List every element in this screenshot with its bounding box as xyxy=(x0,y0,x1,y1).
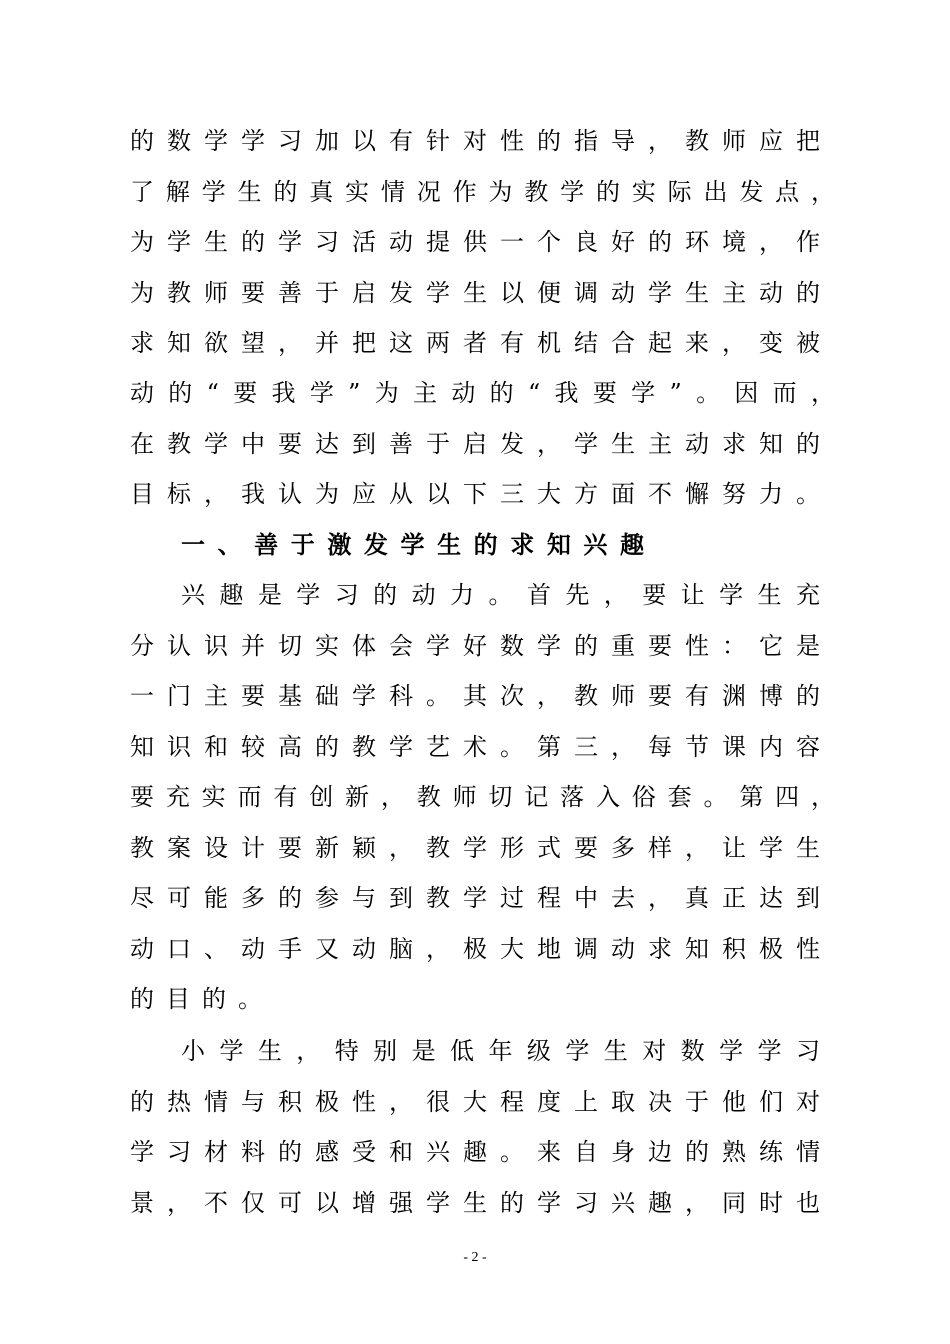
paragraph-line: 学习材料的感受和兴趣。来自身边的熟练情 xyxy=(130,1138,820,1166)
page-number: - 2 - xyxy=(463,1250,487,1265)
paragraph-line: 为教师要善于启发学生以便调动学生主动的 xyxy=(130,279,820,307)
paragraph-line: 目标，我认为应从以下三大方面不懈努力。 xyxy=(130,480,820,508)
paragraph-line: 景，不仅可以增强学生的学习兴趣，同时也 xyxy=(130,1189,820,1217)
paragraph-line: 一门主要基础学科。其次，教师要有渊博的 xyxy=(130,682,820,710)
paragraph-line: 教案设计要新颖，教学形式要多样，让学生 xyxy=(130,834,820,862)
paragraph-line: 的数学学习加以有针对性的指导，教师应把 xyxy=(130,127,820,155)
paragraph-line: 动口、动手又动脑，极大地调动求知积极性 xyxy=(130,935,820,963)
paragraph-line: 分认识并切实体会学好数学的重要性：它是 xyxy=(130,632,820,660)
paragraph-line: 的目的。 xyxy=(130,985,274,1013)
paragraph-line: 的热情与积极性，很大程度上取决于他们对 xyxy=(130,1088,820,1116)
paragraph-line: 要充实而有创新，教师切记落入俗套。第四， xyxy=(130,783,835,811)
paragraph-line: 小学生，特别是低年级学生对数学学习 xyxy=(181,1037,820,1065)
paragraph-line: 为学生的学习活动提供一个良好的环境，作 xyxy=(130,228,820,256)
section-heading: 一、善于激发学生的求知兴趣 xyxy=(181,530,644,559)
paragraph-line: 尽可能多的参与到教学过程中去，真正达到 xyxy=(130,884,820,912)
paragraph-line: 求知欲望，并把这两者有机结合起来，变被 xyxy=(130,329,820,357)
paragraph-line: 了解学生的真实情况作为教学的实际出发点， xyxy=(130,178,835,206)
paragraph-line: 知识和较高的教学艺术。第三，每节课内容 xyxy=(130,733,820,761)
paragraph-line: 在教学中要达到善于启发，学生主动求知的 xyxy=(130,430,820,458)
paragraph-line: 动的“要我学”为主动的“我要学”。因而， xyxy=(130,379,835,407)
paragraph-line: 兴趣是学习的动力。首先，要让学生充 xyxy=(181,581,820,609)
